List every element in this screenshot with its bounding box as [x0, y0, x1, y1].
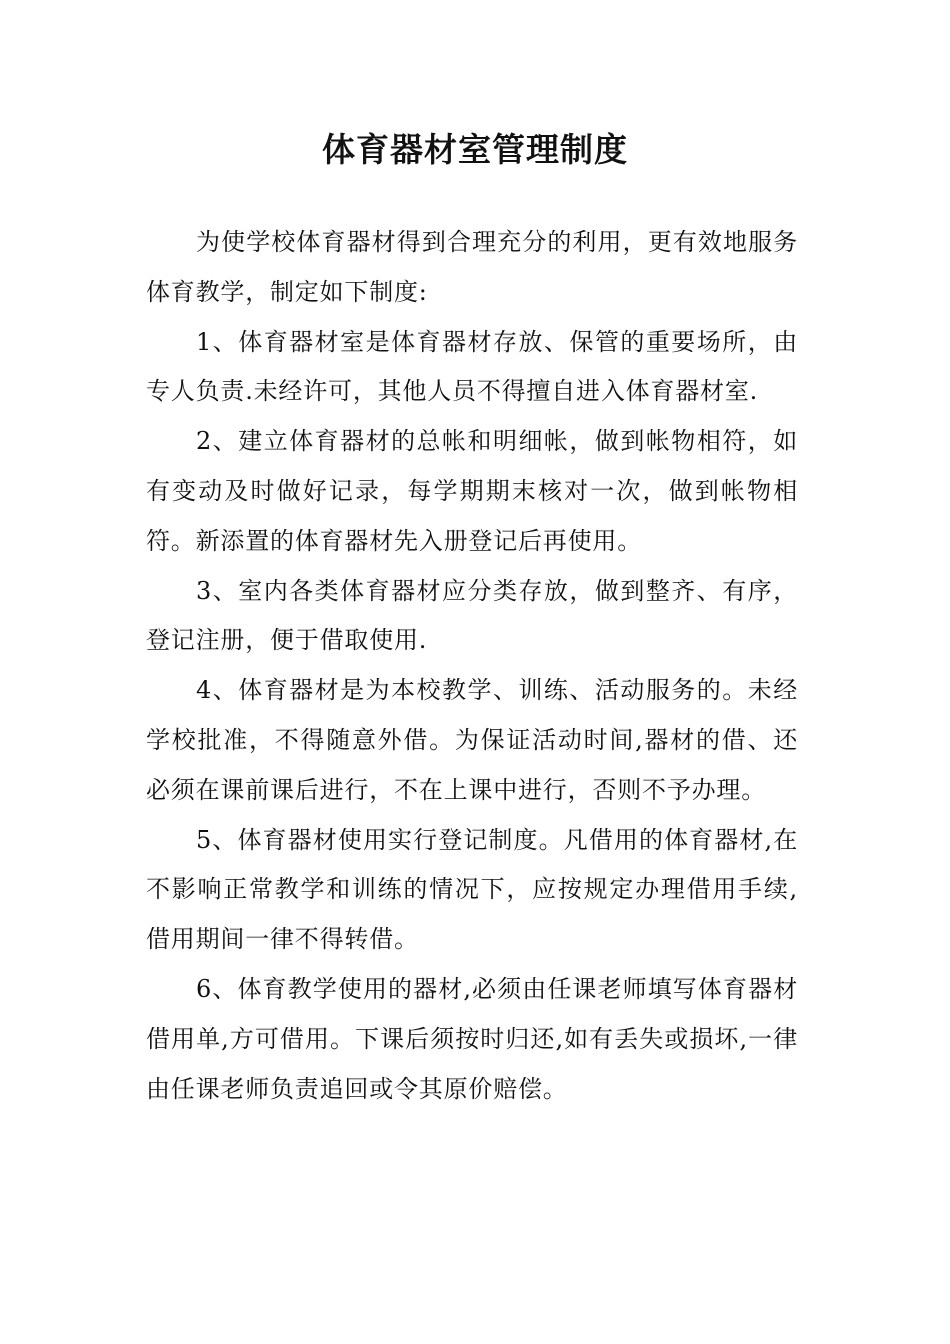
document-body [146, 218, 798, 1114]
intro-paragraph: 为使学校体育器材得到合理充分的利用，更有效地服务体育教学，制定如下制度: [146, 228, 798, 306]
rule-1-paragraph: 1、体育器材室是体育器材存放、保管的重要场所，由专人负责.未经许可，其他人员不得擅自进入体育器材室. [146, 327, 798, 406]
rule-3-paragraph: 3、室内各类体育器材应分类存放，做到整齐、有序，登记注册，便于借取使用. [146, 576, 798, 655]
rule-2-paragraph: 2、建立体育器材的总帐和明细帐，做到帐物相符，如有变动及时做好记录，每学期期末核对一次，做到帐物相符。新添置的体育器材先入册登记后再使用。 [146, 427, 798, 555]
rule-5-paragraph: 5、体育器材使用实行登记制度。凡借用的体育器材,在不影响正常教学和训练的情况下，应按规定办理借用手续,借用期间一律不得转借。 [146, 825, 798, 954]
rule-6-paragraph: 6、体育教学使用的器材,必须由任课老师填写体育器材借用单,方可借用。下课后须按时归还,如有丢失或损坏,一律由任课老师负责追回或令其原价赔偿。 [146, 974, 798, 1103]
rule-4-paragraph: 4、体育器材是为本校教学、训练、活动服务的。未经学校批准，不得随意外借。为保证活动时间,器材的借、还必须在课前课后进行，不在上课中进行，否则不予办理。 [146, 676, 798, 804]
document-title: 体育器材室管理制度 [322, 130, 628, 169]
